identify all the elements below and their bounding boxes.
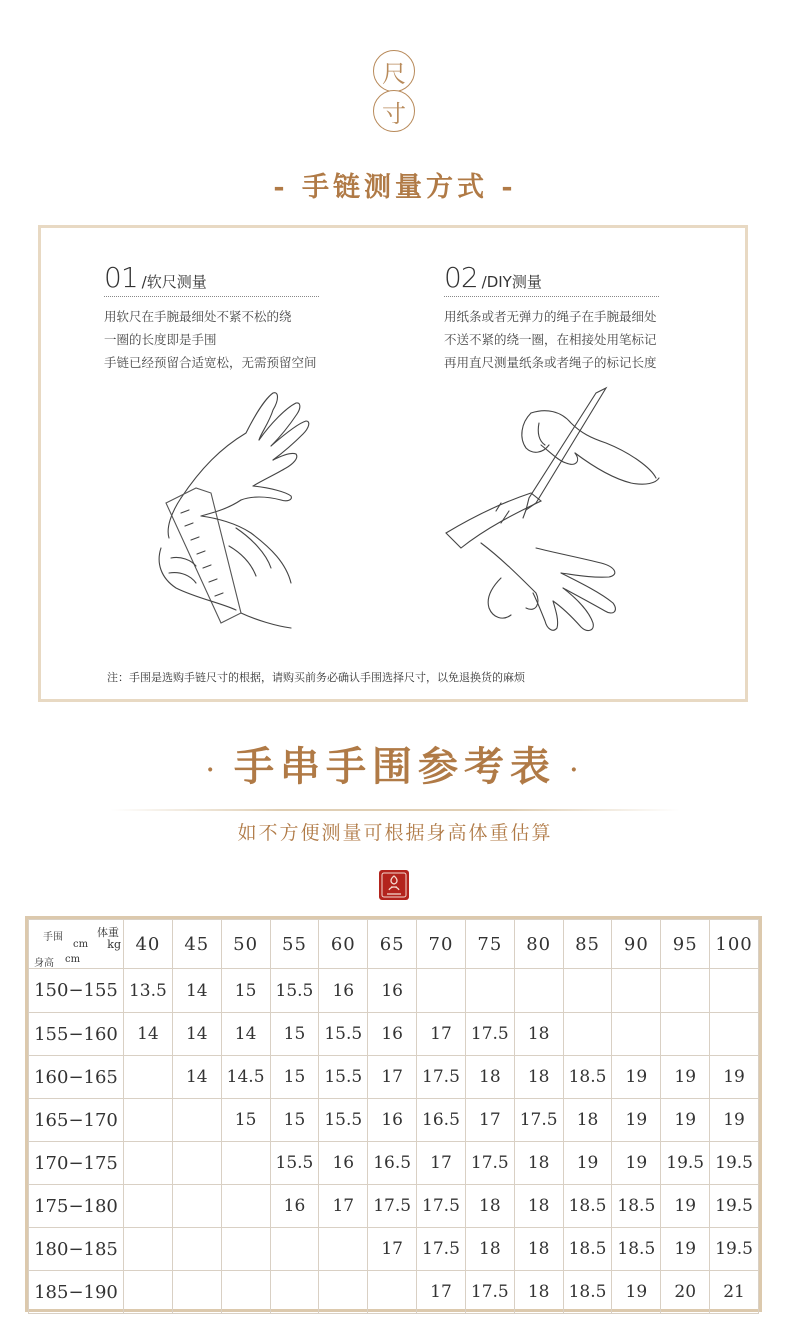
wrist-size-cell: 18 [514,1185,563,1228]
wrist-size-cell: 17.5 [465,1142,514,1185]
wrist-size-cell [124,1228,173,1271]
wrist-size-cell: 16.5 [417,1099,466,1142]
wrist-size-cell: 17 [319,1185,368,1228]
wrist-size-cell: 15 [270,1013,319,1056]
table-row [29,1142,759,1185]
wrist-size-cell [172,1271,221,1314]
wrist-size-cell [172,1228,221,1271]
weight-header-cell: 95 [661,920,710,969]
wrist-size-cell: 18 [465,1228,514,1271]
wrist-size-cell: 18.5 [612,1228,661,1271]
height-range-cell: 165−170 [29,1099,124,1142]
wrist-size-cell: 19 [563,1142,612,1185]
description-line: 用软尺在手腕最细处不紧不松的绕 [104,309,292,324]
wrist-size-cell: 17.5 [417,1228,466,1271]
estimate-subtitle: 如不方便测量可根据身高体重估算 [237,822,553,844]
wrist-size-cell [514,969,563,1013]
table-header-row [29,920,759,969]
wrist-size-cell: 16 [368,969,417,1013]
wrist-size-cell: 18.5 [563,1228,612,1271]
wrist-size-cell [661,1013,710,1056]
wrist-size-cell: 17 [368,1056,417,1099]
description-line: 用纸条或者无弹力的绳子在手腕最细处 [444,309,657,324]
wrist-size-cell: 16 [368,1013,417,1056]
wrist-size-cell [221,1228,270,1271]
wrist-size-cell: 17 [417,1271,466,1314]
weight-header-cell: 40 [124,920,173,969]
description-line: 一圈的长度即是手围 [104,332,217,347]
wrist-size-cell: 16 [319,1142,368,1185]
wrist-size-cell: 16 [270,1185,319,1228]
method-soft-ruler [104,261,394,374]
wrist-size-cell [270,1228,319,1271]
wrist-size-cell: 16 [319,969,368,1013]
wrist-size-cell: 19 [612,1142,661,1185]
wrist-size-cell [710,969,759,1013]
method-number: 01 [104,261,138,294]
height-range-cell: 185−190 [29,1271,124,1314]
weight-header-cell: 60 [319,920,368,969]
wrist-size-cell: 15.5 [270,969,319,1013]
method-description [444,305,734,374]
size-note: 注：手围是选购手链尺寸的根据，请购买前务必确认手围选择尺寸，以免退换货的麻烦 [107,671,525,684]
table-row [29,1228,759,1271]
height-range-cell: 150−155 [29,969,124,1013]
wrist-size-cell: 17.5 [465,1013,514,1056]
corner-cm2-label: cm [65,954,81,965]
wrist-size-cell: 18.5 [563,1185,612,1228]
wrist-size-cell: 19 [661,1185,710,1228]
wrist-size-cell: 14 [221,1013,270,1056]
measurement-frame [38,225,748,702]
wrist-size-cell [319,1228,368,1271]
wrist-size-cell: 18 [514,1142,563,1185]
wrist-size-cell: 16 [368,1099,417,1142]
table-row [29,969,759,1013]
wrist-size-cell [221,1185,270,1228]
table-row [29,1185,759,1228]
soft-ruler-hand-illustration [141,388,351,638]
wrist-size-cell: 14 [172,1013,221,1056]
wrist-size-cell [710,1013,759,1056]
wrist-size-cell: 19 [612,1056,661,1099]
method-description [104,305,394,374]
reference-table-title [0,735,790,792]
wrist-size-cell: 18 [514,1271,563,1314]
weight-header-cell: 45 [172,920,221,969]
description-line: 不送不紧的绕一圈，在相接处用笔标记 [444,332,657,347]
corner-wrist-label: 手围 [43,932,63,943]
weight-header-cell: 65 [368,920,417,969]
height-range-cell: 155−160 [29,1013,124,1056]
corner-height-label: 身高 [34,958,54,969]
method-label: /DIY测量 [481,273,542,291]
method-label: /软尺测量 [141,273,207,291]
wrist-size-cell [563,1013,612,1056]
wrist-size-cell: 18 [514,1013,563,1056]
corner-kg-label: kg [107,938,121,951]
red-seal-stamp [378,869,410,901]
wrist-size-cell [172,1142,221,1185]
wrist-size-cell: 17.5 [417,1056,466,1099]
wrist-size-cell: 19 [710,1099,759,1142]
wrist-size-cell: 14 [172,1056,221,1099]
wrist-size-cell: 13.5 [124,969,173,1013]
wrist-size-cell [270,1271,319,1314]
weight-header-cell: 85 [563,920,612,969]
table-row [29,1013,759,1056]
wrist-size-cell [612,1013,661,1056]
wrist-size-cell: 14 [124,1013,173,1056]
size-badge [373,50,417,134]
wrist-size-cell: 15.5 [319,1056,368,1099]
title-dot-right: · [570,757,584,783]
wrist-size-cell: 18 [563,1099,612,1142]
wrist-size-cell [417,969,466,1013]
wrist-size-cell: 15.5 [319,1013,368,1056]
weight-header-cell: 50 [221,920,270,969]
description-line: 再用直尺测量纸条或者绳子的标记长度 [444,355,657,370]
wrist-size-cell: 19 [710,1056,759,1099]
wrist-size-cell: 19.5 [710,1228,759,1271]
measurement-section-title: - 手链测量方式 - [273,172,517,203]
wrist-size-cell: 18 [465,1056,514,1099]
method-header [104,261,319,297]
weight-header-cell: 70 [417,920,466,969]
wrist-size-cell [124,1056,173,1099]
wrist-size-cell: 14 [172,969,221,1013]
wrist-size-cell [319,1271,368,1314]
wrist-size-table [25,916,762,1312]
wrist-size-cell [124,1142,173,1185]
wrist-size-cell: 18 [465,1185,514,1228]
wrist-size-cell [124,1185,173,1228]
wrist-size-cell: 17.5 [514,1099,563,1142]
table-corner-cell [29,920,124,969]
wrist-size-cell: 20 [661,1271,710,1314]
wrist-size-cell: 17 [465,1099,514,1142]
wrist-size-cell: 19 [661,1228,710,1271]
wrist-size-cell: 15.5 [270,1142,319,1185]
weight-header-cell: 90 [612,920,661,969]
height-range-cell: 170−175 [29,1142,124,1185]
wrist-size-cell [172,1185,221,1228]
wrist-size-cell: 17.5 [368,1185,417,1228]
wrist-size-cell: 18.5 [563,1271,612,1314]
height-range-cell: 180−185 [29,1228,124,1271]
wrist-size-cell: 15 [270,1099,319,1142]
wrist-size-cell: 19 [612,1099,661,1142]
wrist-size-cell: 17 [417,1142,466,1185]
wrist-size-cell [465,969,514,1013]
wrist-size-cell: 17.5 [417,1185,466,1228]
wrist-size-cell [563,969,612,1013]
weight-header-cell: 100 [710,920,759,969]
wrist-size-cell: 18 [514,1228,563,1271]
badge-char-1: 尺 [373,50,415,92]
wrist-size-cell: 17 [368,1228,417,1271]
wrist-size-cell: 16.5 [368,1142,417,1185]
table-row [29,1271,759,1314]
title-dot-left: · [206,757,220,783]
height-range-cell: 175−180 [29,1185,124,1228]
description-line: 手链已经预留合适宽松，无需预留空间 [104,355,317,370]
corner-cm-label: cm [73,939,89,950]
corner-weight-label: 体重 [97,926,119,939]
wrist-size-cell: 19.5 [710,1142,759,1185]
wrist-size-cell: 17.5 [465,1271,514,1314]
wrist-size-cell: 15 [221,969,270,1013]
wrist-size-cell: 15.5 [319,1099,368,1142]
reference-table-title-text: 手串手围参考表 [234,743,556,790]
wrist-size-cell [368,1271,417,1314]
wrist-size-cell: 15 [270,1056,319,1099]
wrist-size-cell [612,969,661,1013]
wrist-size-cell [124,1271,173,1314]
wrist-size-cell [124,1099,173,1142]
wrist-size-cell: 18.5 [612,1185,661,1228]
wrist-size-cell: 18 [514,1056,563,1099]
wrist-size-cell: 15 [221,1099,270,1142]
height-range-cell: 160−165 [29,1056,124,1099]
wrist-size-cell: 19.5 [661,1142,710,1185]
weight-header-cell: 80 [514,920,563,969]
wrist-size-cell: 19 [612,1271,661,1314]
wrist-size-cell [221,1271,270,1314]
wrist-size-cell: 19 [661,1056,710,1099]
wrist-size-cell [661,969,710,1013]
title-divider [110,809,680,811]
diy-marking-illustration [441,383,671,638]
wrist-size-cell: 18.5 [563,1056,612,1099]
wrist-size-cell [221,1142,270,1185]
wrist-size-cell: 17 [417,1013,466,1056]
weight-header-cell: 55 [270,920,319,969]
wrist-size-cell: 19 [661,1099,710,1142]
weight-header-cell: 75 [465,920,514,969]
method-diy [444,261,734,374]
table-row [29,1056,759,1099]
wrist-size-cell [172,1099,221,1142]
wrist-size-cell: 19.5 [710,1185,759,1228]
size-table [28,919,759,1314]
table-row [29,1099,759,1142]
method-number: 02 [444,261,478,294]
method-header [444,261,659,297]
wrist-size-cell: 14.5 [221,1056,270,1099]
badge-char-2: 寸 [373,90,415,132]
wrist-size-cell: 21 [710,1271,759,1314]
